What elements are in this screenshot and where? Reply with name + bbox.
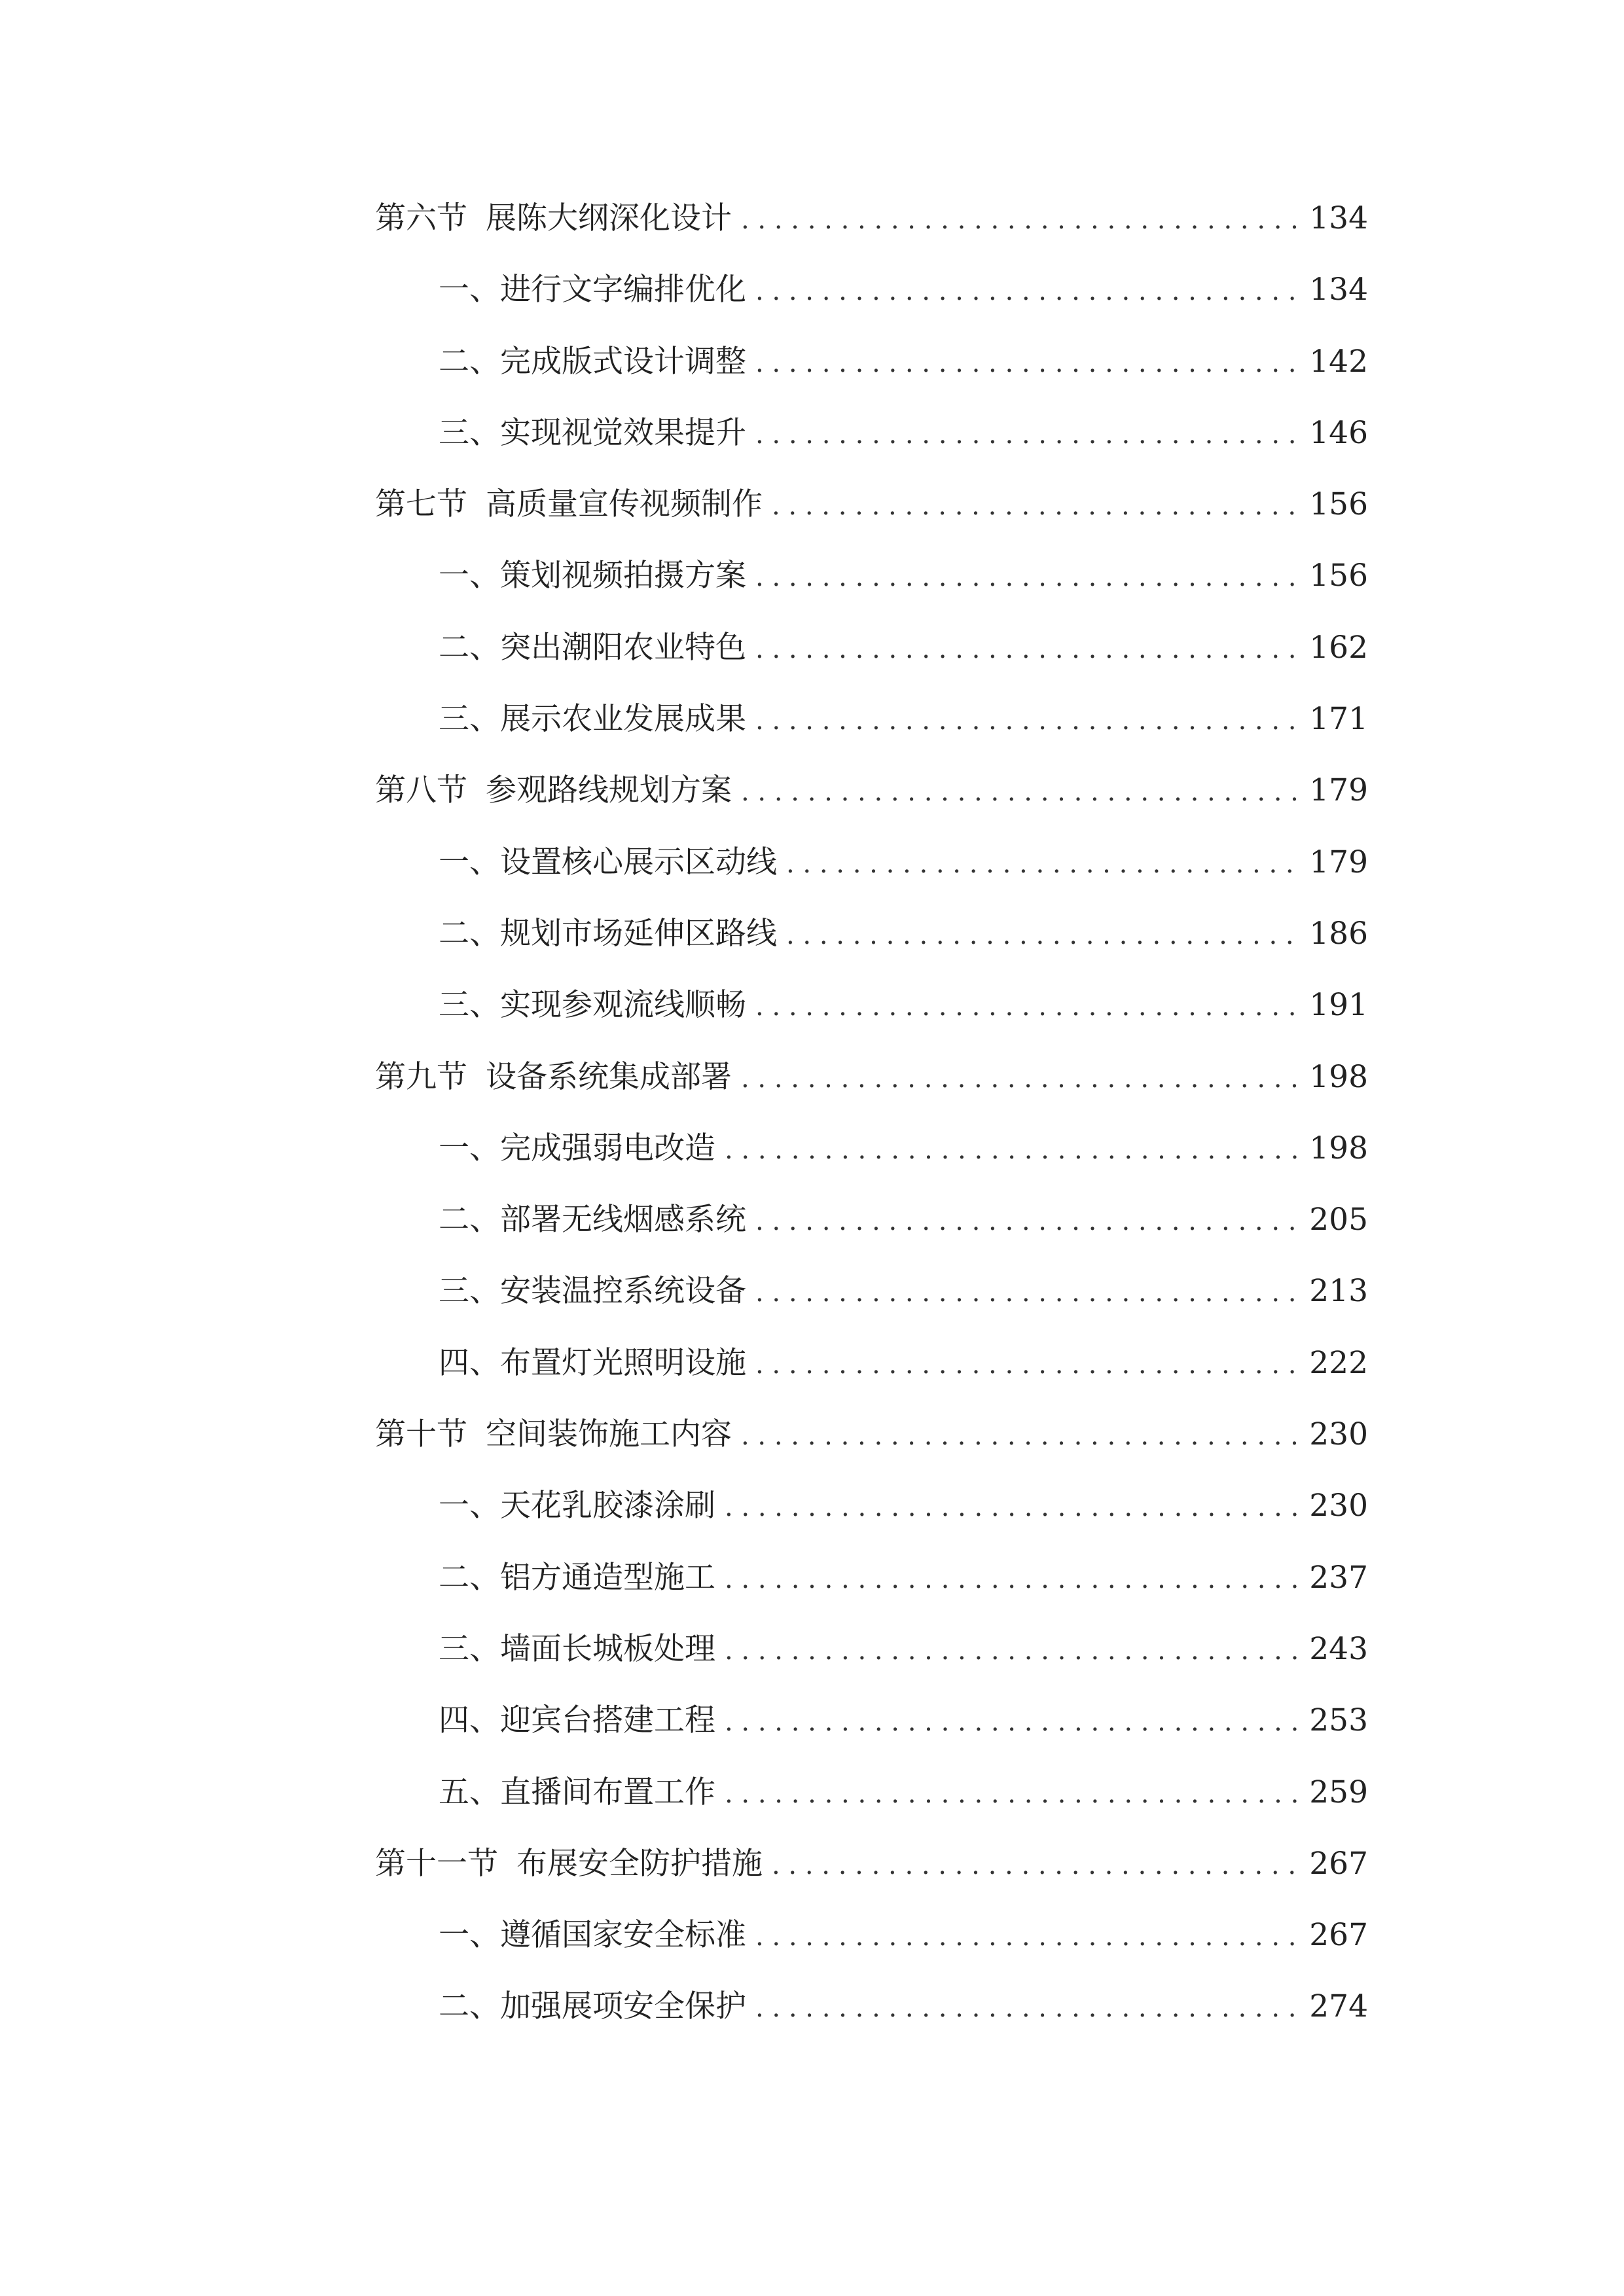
toc-number: 四、	[439, 1344, 500, 1381]
toc-title: 实现参观流线顺畅	[500, 987, 746, 1024]
toc-title: 参观路线规划方案	[486, 772, 732, 809]
toc-page-number: 222	[1309, 1344, 1368, 1381]
toc-entry[interactable]	[375, 1273, 1368, 1347]
toc-leader	[741, 1066, 1300, 1092]
toc-number: 三、	[439, 414, 500, 451]
toc-number: 三、	[439, 1273, 500, 1310]
toc-number: 二、	[439, 629, 500, 666]
toc-number: 一、	[439, 272, 500, 308]
toc-leader	[772, 493, 1300, 519]
toc-title: 布置灯光照明设施	[500, 1344, 746, 1381]
toc-number: 五、	[439, 1774, 500, 1810]
toc-title: 部署无线烟感系统	[500, 1202, 746, 1238]
toc-page-number: 267	[1309, 1917, 1368, 1954]
toc-entry[interactable]	[375, 1917, 1368, 1991]
toc-number: 一、	[439, 558, 500, 594]
toc-leader	[755, 1208, 1300, 1234]
toc-page-number: 156	[1309, 486, 1368, 523]
toc-title: 天花乳胶漆涂刷	[500, 1488, 715, 1524]
toc-number: 第十节	[375, 1416, 467, 1453]
toc-title: 墙面长城板处理	[500, 1630, 715, 1667]
toc-entry-section-10[interactable]	[375, 1416, 1368, 1490]
toc-entry[interactable]	[375, 343, 1368, 418]
toc-number: 三、	[439, 1630, 500, 1667]
toc-title: 实现视觉效果提升	[500, 414, 746, 451]
toc-leader	[725, 1638, 1300, 1664]
toc-title: 安装温控系统设备	[500, 1273, 746, 1310]
toc-page-number: 213	[1309, 1273, 1368, 1310]
toc-number: 二、	[439, 1988, 500, 2025]
toc-page-number: 230	[1309, 1416, 1368, 1453]
toc-page-number: 134	[1309, 272, 1368, 308]
toc-entry[interactable]	[375, 1559, 1368, 1634]
toc-number: 一、	[439, 844, 500, 880]
toc-title: 展示农业发展成果	[500, 701, 746, 738]
toc-leader	[755, 994, 1300, 1020]
toc-number: 二、	[439, 915, 500, 952]
toc-entry-section-8[interactable]	[375, 772, 1368, 846]
toc-page-number: 205	[1309, 1202, 1368, 1238]
toc-title: 加强展项安全保护	[500, 1988, 746, 2025]
toc-entry[interactable]	[375, 1130, 1368, 1204]
toc-title: 完成强弱电改造	[500, 1130, 715, 1166]
toc-entry-section-11[interactable]	[375, 1845, 1368, 1920]
toc-page-number: 274	[1309, 1988, 1368, 2025]
toc-page-number: 191	[1309, 987, 1368, 1024]
toc-leader	[786, 851, 1300, 877]
toc-page-number: 198	[1309, 1130, 1368, 1166]
toc-title: 高质量宣传视频制作	[486, 486, 763, 523]
toc-title: 策划视频拍摄方案	[500, 558, 746, 594]
toc-title: 遵循国家安全标准	[500, 1917, 746, 1954]
toc-page-number: 267	[1309, 1845, 1368, 1882]
toc-page-number: 179	[1309, 772, 1368, 809]
toc-entry[interactable]	[375, 1630, 1368, 1705]
toc-number: 三、	[439, 701, 500, 738]
toc-leader	[741, 207, 1300, 233]
toc-title: 完成版式设计调整	[500, 343, 746, 380]
table-of-contents	[375, 200, 1368, 2063]
toc-page-number: 171	[1309, 701, 1368, 738]
toc-entry[interactable]	[375, 1490, 1368, 1562]
toc-leader	[755, 422, 1300, 448]
toc-number: 第十一节	[375, 1845, 498, 1882]
toc-entry[interactable]	[375, 1774, 1368, 1848]
toc-page-number: 146	[1309, 414, 1368, 451]
toc-number: 二、	[439, 1559, 500, 1596]
toc-entry-section-6[interactable]	[375, 200, 1368, 274]
toc-leader	[741, 1423, 1300, 1449]
toc-leader	[755, 278, 1300, 304]
toc-entry-section-7[interactable]	[375, 486, 1368, 560]
toc-title: 设置核心展示区动线	[500, 844, 777, 880]
toc-entry[interactable]	[375, 1702, 1368, 1776]
toc-page-number: 243	[1309, 1630, 1368, 1667]
toc-leader	[741, 779, 1300, 805]
toc-entry-section-9[interactable]	[375, 1058, 1368, 1133]
toc-page-number: 259	[1309, 1774, 1368, 1810]
toc-number: 一、	[439, 1488, 500, 1524]
toc-leader	[755, 1995, 1300, 2021]
toc-page-number: 134	[1309, 200, 1368, 236]
toc-entry[interactable]	[375, 987, 1368, 1061]
toc-leader	[786, 922, 1300, 948]
toc-page-number: 186	[1309, 915, 1368, 952]
toc-number: 第七节	[375, 486, 467, 523]
toc-title: 迎宾台搭建工程	[500, 1702, 715, 1739]
toc-entry[interactable]	[375, 274, 1368, 346]
toc-entry[interactable]	[375, 414, 1368, 489]
toc-title: 铝方通造型施工	[500, 1559, 715, 1596]
toc-leader	[725, 1137, 1300, 1163]
toc-title: 空间装饰施工内容	[486, 1416, 732, 1453]
toc-leader	[755, 636, 1300, 662]
toc-title: 进行文字编排优化	[500, 272, 746, 308]
toc-entry[interactable]	[375, 915, 1368, 990]
toc-leader	[725, 1566, 1300, 1592]
toc-page-number: 253	[1309, 1702, 1368, 1739]
toc-title: 布展安全防护措施	[516, 1845, 763, 1882]
toc-entry[interactable]	[375, 560, 1368, 632]
toc-number: 一、	[439, 1130, 500, 1166]
toc-leader	[755, 1280, 1300, 1306]
toc-leader	[755, 708, 1300, 734]
toc-leader	[755, 350, 1300, 376]
toc-leader	[725, 1709, 1300, 1735]
toc-leader	[755, 1352, 1300, 1378]
toc-page-number: 156	[1309, 558, 1368, 594]
toc-number: 三、	[439, 987, 500, 1024]
toc-number: 二、	[439, 1202, 500, 1238]
toc-title: 突出潮阳农业特色	[500, 629, 746, 666]
toc-entry[interactable]	[375, 844, 1368, 918]
toc-number: 一、	[439, 1917, 500, 1954]
toc-entry[interactable]	[375, 1204, 1368, 1276]
toc-title: 展陈大纲深化设计	[486, 200, 732, 236]
toc-leader	[755, 1924, 1300, 1950]
toc-number: 二、	[439, 343, 500, 380]
toc-title: 直播间布置工作	[500, 1774, 715, 1810]
toc-page-number: 179	[1309, 844, 1368, 880]
toc-leader	[725, 1781, 1300, 1807]
toc-page-number: 142	[1309, 343, 1368, 380]
toc-leader	[772, 1852, 1300, 1878]
toc-page-number: 230	[1309, 1488, 1368, 1524]
toc-number: 第六节	[375, 200, 467, 236]
toc-number: 第八节	[375, 772, 467, 809]
toc-leader	[725, 1494, 1300, 1520]
toc-leader	[755, 564, 1300, 590]
toc-page-number: 198	[1309, 1058, 1368, 1095]
toc-title: 规划市场延伸区路线	[500, 915, 777, 952]
toc-entry[interactable]	[375, 1988, 1368, 2062]
toc-page-number: 162	[1309, 629, 1368, 666]
toc-entry[interactable]	[375, 629, 1368, 704]
toc-number: 四、	[439, 1702, 500, 1739]
toc-number: 第九节	[375, 1058, 467, 1095]
toc-title: 设备系统集成部署	[486, 1058, 732, 1095]
toc-page-number: 237	[1309, 1559, 1368, 1596]
toc-entry[interactable]	[375, 1344, 1368, 1419]
toc-entry[interactable]	[375, 701, 1368, 775]
